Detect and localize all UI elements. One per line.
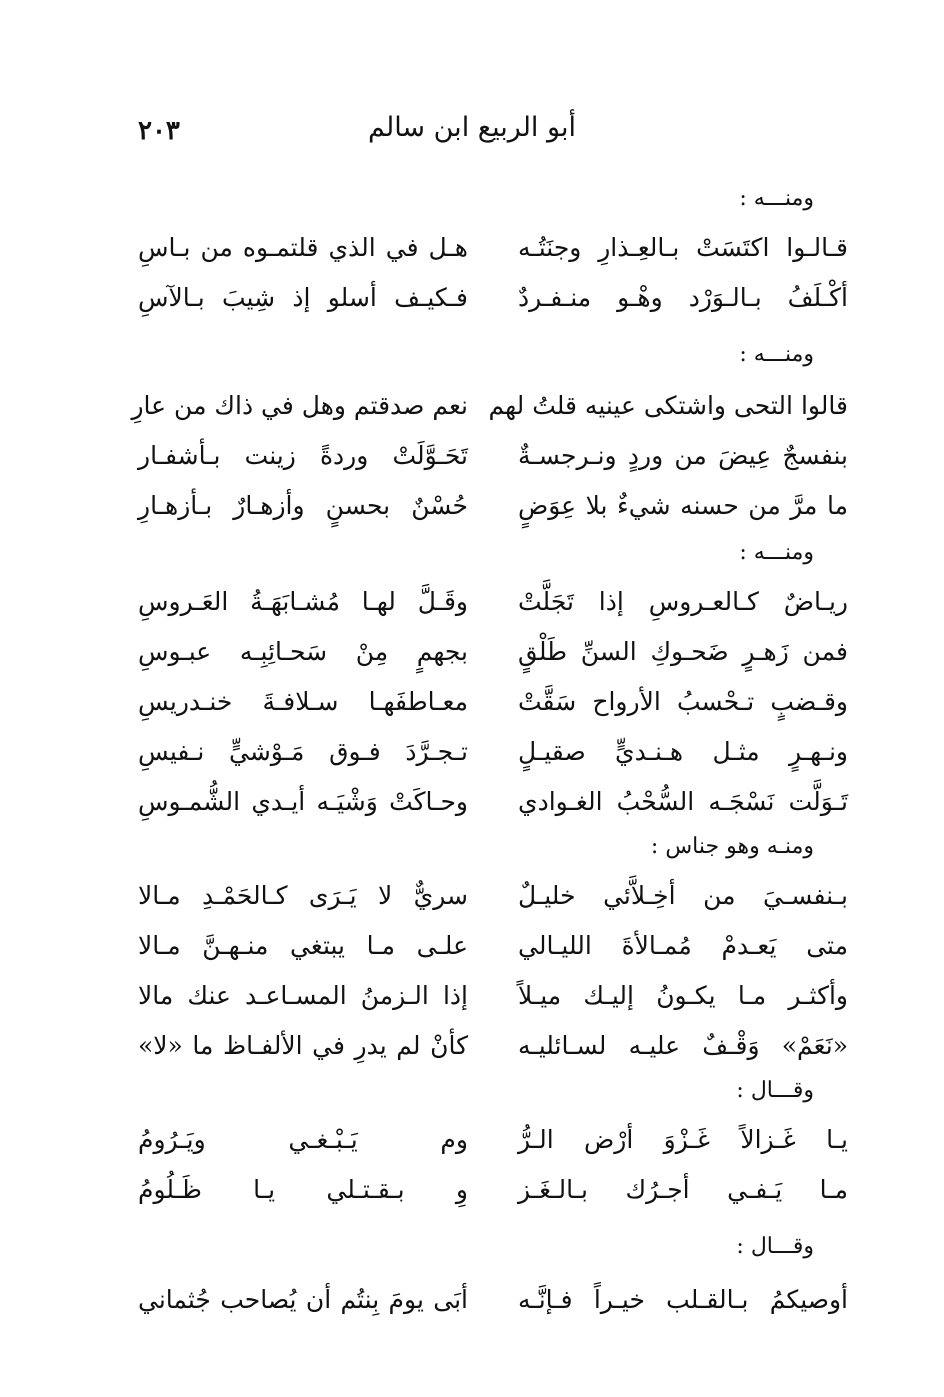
verse-line — [138, 1120, 848, 1168]
verse-first-hemistich: بـنفسـيَ من أخِـلاَّئي خليـلٌ — [518, 881, 848, 910]
verse-first-hemistich: متى يَعـدمْ مُمـالأةَ الليـالي — [518, 931, 848, 960]
verse-second-hemistich: وِ بـقـتـلي يـا ظَـلُومُ — [138, 1175, 468, 1204]
verse-first-hemistich: ريـاضٌ كـالعـروسِ إذا تَجَلَّتْ — [518, 587, 848, 616]
verse-first-hemistich: وأكثـر مـا يكـونُ إليـك ميـلاً — [518, 981, 848, 1010]
verse-second-hemistich: إذا الـزمنُ المسـاعـد عنك مالا — [138, 981, 468, 1010]
verse-second-hemistich: وحـاكَتْ وَشْيَـه أيـدي الشُّمـوسِ — [138, 787, 468, 816]
section-intro: ومنـــه : — [739, 186, 814, 211]
verse-first-hemistich: أكْـلَفُ بـالـوَرْد وهْـو منـفـردٌ — [518, 283, 848, 312]
section-intro: ومنـــه : — [739, 342, 814, 367]
verse-first-hemistich: قالوا التحى واشتكى عينيه قلتُ لهم — [488, 391, 848, 420]
verse-second-hemistich: فـكيـف أسلو إذ شِيبَ بـالآسِ — [138, 283, 468, 312]
running-header-title: أبو الربيع ابن سالم — [368, 112, 576, 143]
page-number: ٢٠٣ — [138, 116, 180, 146]
verse-line — [138, 782, 848, 830]
verse-line — [138, 682, 848, 730]
verse-first-hemistich: «نَعَمْ» وَقْـفٌ عليـه لسـائليـه — [518, 1031, 848, 1060]
verse-line — [138, 732, 848, 780]
verse-line — [138, 278, 848, 326]
verse-line — [138, 436, 848, 484]
verse-line — [138, 228, 848, 276]
verse-line — [138, 1170, 848, 1218]
verse-first-hemistich: بنفسجٌ عِيضَ من وردٍ ونـرجسـةٌ — [518, 441, 848, 470]
verse-second-hemistich: حُسْنٌ بحسنٍ وأزهـارٌ بـأزهـارِ — [138, 491, 468, 520]
verse-second-hemistich: تـجـرَّدَ فـوق مَـوْشيٍّ نـفيسِ — [138, 737, 468, 766]
section-intro: وقـــال : — [736, 1234, 814, 1259]
verse-second-hemistich: تَحَـوَّلَتْ وردةً زينت بـأشفـار — [138, 441, 468, 470]
verse-first-hemistich: ما مرَّ من حسنه شيءٌ بلا عِوَضٍ — [518, 491, 848, 520]
verse-second-hemistich: أبَى يومَ بِنتُم أن يُصاحب جُثماني — [138, 1285, 468, 1314]
verse-line — [138, 582, 848, 630]
verse-line — [131, 386, 848, 434]
verse-second-hemistich: وقَـلَّ لهـا مُشـابَهَـةُ العَـروسِ — [138, 587, 468, 616]
verse-second-hemistich: كأنْ لم يدرِ في الألفـاظ ما «لا» — [138, 1031, 468, 1060]
verse-line — [138, 926, 848, 974]
verse-second-hemistich: نعم صدقتم وهل في ذاك من عارِ — [131, 391, 468, 420]
verse-first-hemistich: أوصيكمُ بـالقـلب خيـراً فـإنَّـه — [518, 1285, 848, 1314]
section-intro: ومنـــه : — [739, 540, 814, 565]
verse-line — [138, 876, 848, 924]
verse-first-hemistich: مـا يَـفـي أجـرُك بـالـغَـز — [518, 1175, 848, 1204]
verse-second-hemistich: سريٌّ لا يَـرَى كـالحَمْـدِ مـالا — [138, 881, 468, 910]
verse-first-hemistich: ونـهـرٍ مثـل هـنـديٍّ صقيـلٍ — [518, 737, 848, 766]
verse-first-hemistich: وقـضبٍ تـحْسبُ الأرواح سَقَّتْ — [518, 687, 848, 716]
verse-line — [138, 632, 848, 680]
verse-line — [138, 1026, 848, 1074]
verse-first-hemistich: قـالـوا اكتَسَتْ بـالعِـذارِ وجنَتُـه — [518, 233, 848, 262]
verse-first-hemistich: تَـوَلَّت نَسْجَـه السُّحْبُ الغـوادي — [518, 787, 848, 816]
verse-second-hemistich: وم يَـبْـغـي ويَـرُومُ — [138, 1125, 468, 1154]
verse-first-hemistich: يـا غَـزالاً غَـزْوَ أرْض الـرُّ — [518, 1125, 848, 1154]
verse-second-hemistich: هـل في الذي قلتمـوه من بـاسِ — [138, 233, 468, 262]
section-intro: ومنـه وهو جناس : — [650, 834, 814, 859]
verse-second-hemistich: معـاطفَهـا سـلافـةَ خنـدريسِ — [138, 687, 468, 716]
verse-line — [138, 976, 848, 1024]
verse-second-hemistich: علـى مـا يبتغي منـهـنَّ مـالا — [138, 931, 468, 960]
verse-first-hemistich: فمن زَهـرٍ ضَحـوكِ السنِّ طَلْقٍ — [518, 637, 848, 666]
section-intro: وقـــال : — [736, 1078, 814, 1103]
verse-second-hemistich: بجهمٍ مِنْ سَحـائِبِـه عبـوسِ — [138, 637, 468, 666]
verse-line — [138, 1280, 848, 1328]
verse-line — [138, 486, 848, 534]
